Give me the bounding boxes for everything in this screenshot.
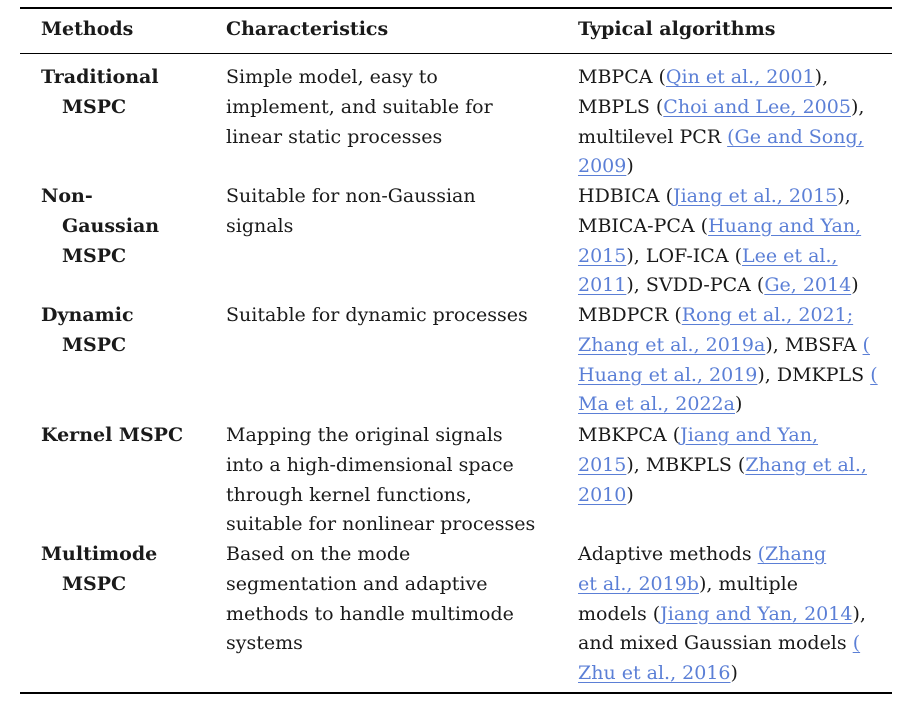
- algorithm-text: ),: [850, 95, 865, 118]
- algorithm-text: ), MBKPLS (: [626, 453, 746, 476]
- algorithms-line: [578, 451, 867, 481]
- algorithms-line: [578, 600, 866, 630]
- characteristics-text: Simple model, easy to: [226, 66, 438, 88]
- top-rule: [20, 7, 892, 9]
- characteristics-text: systems: [226, 632, 303, 655]
- algorithms-line: [578, 271, 861, 301]
- algorithm-text: ), SVDD-PCA (: [626, 274, 765, 297]
- algorithm-text: ): [626, 483, 634, 506]
- algorithm-text: HDBICA (: [578, 185, 673, 207]
- algorithm-text: ),: [814, 66, 829, 88]
- method-cell: [41, 301, 134, 361]
- algorithm-text: ), DMKPLS: [757, 363, 871, 386]
- algorithms-line: [578, 123, 864, 153]
- citation-link[interactable]: Rong et al., 2021;: [681, 304, 854, 326]
- characteristics-cell: [226, 421, 535, 540]
- method-cell: [41, 540, 157, 600]
- algorithms-cell: [578, 182, 861, 301]
- citation-link[interactable]: et al., 2019b: [578, 572, 699, 595]
- citation-link[interactable]: Jiang et al., 2015: [672, 185, 838, 207]
- characteristics-text: methods to handle multimode: [226, 602, 514, 625]
- algorithms-cell: [578, 301, 878, 420]
- method-cell: [41, 63, 159, 123]
- characteristics-text: implement, and suitable for: [226, 95, 493, 118]
- algorithm-text: ),: [852, 602, 866, 625]
- citation-link[interactable]: (: [852, 632, 861, 655]
- characteristics-text: through kernel functions,: [226, 483, 472, 506]
- algorithms-line: [578, 570, 866, 600]
- algorithm-text: ): [734, 393, 743, 416]
- method-cell: [41, 421, 183, 451]
- header-rule: [20, 53, 892, 54]
- header-typical-algorithms: Typical algorithms: [578, 18, 776, 40]
- method-label: Multimode: [41, 543, 158, 565]
- citation-link[interactable]: Jiang and Yan,: [680, 424, 819, 446]
- algorithms-line: [578, 481, 867, 511]
- citation-link[interactable]: (Zhang: [757, 543, 827, 565]
- characteristics-text: Suitable for non-Gaussian: [226, 185, 476, 207]
- method-cell: [41, 182, 159, 271]
- method-label: Gaussian: [62, 214, 160, 237]
- citation-link[interactable]: Ge, 2014: [764, 274, 852, 297]
- citation-link[interactable]: Zhu et al., 2016: [578, 662, 731, 685]
- algorithms-line: [578, 152, 864, 182]
- algorithm-text: MBPCA (: [578, 66, 666, 88]
- algorithm-text: ),: [837, 185, 851, 207]
- algorithms-line: [578, 301, 878, 331]
- citation-link[interactable]: Jiang and Yan, 2014: [660, 602, 853, 625]
- characteristics-text: Mapping the original signals: [226, 424, 503, 446]
- citation-link[interactable]: Choi and Lee, 2005: [663, 95, 851, 118]
- citation-link[interactable]: (Ge and Song,: [727, 125, 864, 148]
- algorithms-line: [578, 331, 878, 361]
- algorithm-text: MBICA-PCA (: [578, 214, 709, 237]
- algorithms-cell: [578, 421, 867, 510]
- algorithm-text: ), MBSFA: [765, 333, 863, 356]
- algorithms-line: [578, 212, 861, 242]
- method-label: Non-: [41, 185, 93, 207]
- citation-link[interactable]: Huang et al., 2019: [578, 363, 758, 386]
- characteristics-text: linear static processes: [226, 125, 443, 148]
- characteristics-text: suitable for nonlinear processes: [226, 513, 536, 536]
- algorithms-line: [578, 93, 864, 123]
- algorithm-text: models (: [578, 602, 661, 625]
- algorithms-cell: [578, 540, 866, 689]
- method-label: MSPC: [62, 333, 127, 356]
- algorithm-text: MBKPCA (: [578, 424, 681, 446]
- characteristics-cell: [226, 63, 493, 152]
- algorithms-line: [578, 182, 861, 212]
- characteristics-text: into a high-dimensional space: [226, 453, 514, 476]
- citation-link[interactable]: Lee et al.,: [742, 244, 838, 267]
- algorithms-line: [578, 421, 867, 451]
- algorithms-line: [578, 629, 866, 659]
- algorithm-text: MBDPCR (: [578, 304, 682, 326]
- citation-link[interactable]: Huang and Yan,: [708, 214, 862, 237]
- algorithms-cell: [578, 63, 864, 182]
- algorithms-line: [578, 659, 866, 689]
- characteristics-text: signals: [226, 214, 294, 237]
- characteristics-text: Suitable for dynamic processes: [226, 304, 528, 326]
- algorithm-text: ): [851, 274, 859, 297]
- citation-link[interactable]: Zhang et al.,: [745, 453, 867, 476]
- algorithm-text: MBPLS (: [578, 95, 664, 118]
- citation-link[interactable]: (: [862, 333, 870, 356]
- method-label: MSPC: [62, 95, 127, 118]
- characteristics-cell: [226, 182, 476, 242]
- algorithm-text: Adaptive methods: [578, 543, 758, 565]
- method-label: Kernel MSPC: [41, 424, 184, 446]
- algorithm-text: ): [730, 662, 738, 685]
- method-label: Traditional: [41, 66, 159, 88]
- algorithm-text: ), LOF-ICA (: [626, 244, 743, 267]
- algorithm-text: ): [626, 155, 634, 178]
- citation-link[interactable]: Ma et al., 2022a: [578, 393, 735, 416]
- characteristics-text: segmentation and adaptive: [226, 572, 488, 595]
- algorithm-text: ), multiple: [698, 572, 798, 595]
- characteristics-cell: [226, 301, 528, 331]
- method-label: Dynamic: [41, 304, 134, 326]
- header-characteristics: Characteristics: [226, 18, 389, 40]
- citation-link[interactable]: 2009: [578, 155, 627, 178]
- citation-link[interactable]: 2011: [578, 274, 627, 297]
- citation-link[interactable]: 2015: [578, 453, 627, 476]
- algorithms-line: [578, 361, 878, 391]
- algorithm-text: and mixed Gaussian models: [578, 632, 853, 655]
- bottom-rule: [20, 692, 892, 694]
- method-label: MSPC: [62, 244, 127, 267]
- citation-link[interactable]: (: [870, 363, 878, 386]
- characteristics-cell: [226, 540, 514, 659]
- citation-link[interactable]: Qin et al., 2001: [665, 66, 815, 88]
- citation-link[interactable]: Zhang et al., 2019a: [578, 333, 766, 356]
- citation-link[interactable]: 2015: [578, 244, 627, 267]
- algorithm-text: multilevel PCR: [578, 125, 728, 148]
- method-label: MSPC: [62, 572, 127, 595]
- algorithms-line: [578, 540, 866, 570]
- header-methods: Methods: [41, 18, 134, 40]
- algorithms-line: [578, 390, 878, 420]
- algorithms-line: [578, 242, 861, 272]
- algorithms-line: [578, 63, 864, 93]
- citation-link[interactable]: 2010: [578, 483, 627, 506]
- characteristics-text: Based on the mode: [226, 543, 411, 565]
